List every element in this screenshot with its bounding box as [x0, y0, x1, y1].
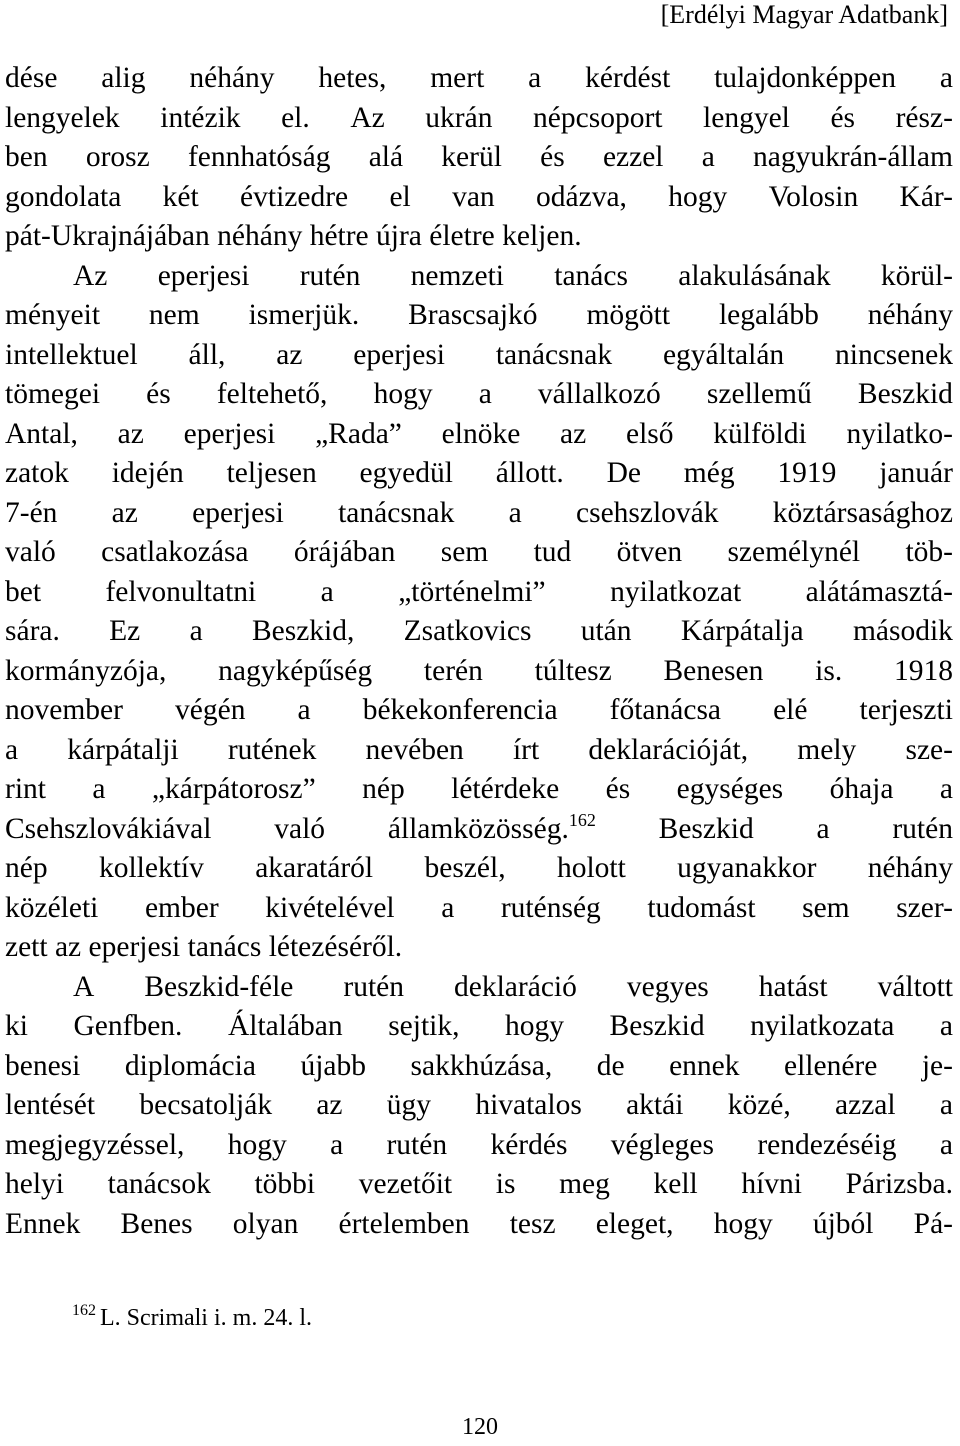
- word: Az: [350, 101, 385, 134]
- word: az: [117, 417, 144, 450]
- word: és: [540, 141, 565, 173]
- word: ben: [5, 141, 48, 173]
- word: alig: [101, 62, 146, 94]
- word: Párizsba.: [845, 1168, 953, 1200]
- word: Beszkid: [658, 812, 754, 845]
- text-line: [5, 652, 953, 692]
- word: ellenére: [784, 1049, 878, 1082]
- line-text: pát-Ukrajnájában néhány hétre újra életre keljen.: [5, 220, 582, 252]
- word: a: [297, 694, 311, 726]
- word: közé,: [727, 1089, 791, 1121]
- word: hívni: [741, 1168, 803, 1200]
- word: Kárpátalja: [680, 615, 804, 647]
- word: is.: [815, 654, 843, 687]
- word: idején: [111, 457, 184, 489]
- word: deklarációját,: [588, 733, 749, 766]
- word: eperjesi: [353, 338, 445, 371]
- word: néhány: [189, 62, 275, 94]
- word: intellektuel: [5, 338, 138, 371]
- word: aktái: [626, 1089, 684, 1121]
- word: nemzeti: [410, 259, 504, 292]
- word: a: [92, 773, 106, 805]
- word: teljesen: [226, 457, 317, 489]
- word: vállalkozó: [537, 378, 661, 410]
- word: kerül: [441, 141, 502, 173]
- word: a: [939, 1010, 953, 1042]
- word: és: [146, 378, 171, 410]
- word: sem: [802, 891, 850, 924]
- word: nagyukrán-állam: [753, 141, 953, 173]
- text-line: [5, 691, 953, 731]
- word: rint: [5, 773, 46, 805]
- text-line: [5, 99, 953, 139]
- word: tud: [533, 536, 572, 568]
- word: ezzel: [602, 141, 664, 173]
- text-line: [5, 1086, 953, 1126]
- text-line: [5, 1047, 953, 1087]
- word: Volosin: [768, 180, 859, 213]
- word: sem: [440, 536, 489, 568]
- text-line: [5, 889, 953, 929]
- word: rutén: [892, 812, 953, 845]
- word: terjeszti: [859, 694, 953, 726]
- word: a: [939, 62, 953, 94]
- footnote-number: 162: [72, 1302, 96, 1319]
- word: államközösség.$^{162}$: [387, 809, 596, 845]
- word: is: [495, 1168, 516, 1200]
- word: helyi: [5, 1168, 64, 1200]
- word: el.: [281, 101, 310, 134]
- word: kérdés: [490, 1128, 568, 1161]
- word: „kárpátorosz”: [151, 773, 316, 805]
- word: elnöke: [441, 417, 521, 450]
- word: olyan: [232, 1207, 299, 1240]
- word: többi: [254, 1168, 316, 1200]
- word: váltott: [877, 970, 953, 1003]
- word: a: [330, 1128, 344, 1161]
- word: a: [5, 733, 19, 766]
- word: tanácsnak: [338, 496, 455, 529]
- word: zatok: [5, 457, 69, 489]
- word: évtizedre: [240, 180, 349, 213]
- word: kell: [653, 1168, 698, 1200]
- word: tanács: [554, 259, 628, 292]
- word: Beszkid: [857, 378, 953, 410]
- word: felvonultatni: [105, 575, 257, 608]
- word: tesz: [509, 1207, 556, 1240]
- word: becsatolják: [139, 1089, 273, 1121]
- word: intézik: [160, 101, 241, 134]
- word: mögött: [586, 299, 671, 331]
- word: hogy: [505, 1010, 565, 1042]
- text-line: [5, 968, 953, 1008]
- word: mert: [430, 62, 485, 94]
- word: köztársasághoz: [772, 496, 953, 529]
- word: a: [441, 891, 455, 924]
- word: eperjesi: [192, 496, 284, 529]
- word: nyilatkozat: [610, 575, 742, 608]
- word: eperjesi: [183, 417, 276, 450]
- word: ruténség: [500, 891, 601, 924]
- word: a: [939, 773, 953, 805]
- text-line: [5, 770, 953, 810]
- word: közéleti: [5, 891, 99, 924]
- text-line: [5, 336, 953, 376]
- word: november: [5, 694, 123, 726]
- word: személynél: [727, 536, 861, 568]
- text-line: [5, 928, 953, 968]
- word: rutén: [386, 1128, 448, 1161]
- word: Ez: [109, 615, 141, 647]
- word: az: [276, 338, 303, 371]
- word: egyedül: [359, 457, 453, 489]
- word: vezetőit: [358, 1168, 453, 1200]
- word: ötven: [616, 536, 683, 568]
- word: tudomást: [647, 891, 756, 924]
- word: az: [111, 496, 138, 529]
- word: akaratáról: [255, 852, 374, 884]
- word: 1919: [777, 457, 837, 489]
- word: békekonferencia: [362, 694, 558, 726]
- body-text: [5, 59, 953, 1244]
- word: áll,: [188, 338, 226, 371]
- word: benesi: [5, 1049, 81, 1082]
- word: fennhatóság: [187, 141, 331, 173]
- word: hogy: [713, 1207, 773, 1240]
- word: el: [389, 180, 411, 213]
- word: ki: [5, 1010, 28, 1042]
- word: nép: [362, 773, 405, 805]
- word: a: [701, 141, 715, 173]
- word: két: [162, 180, 199, 213]
- word: megjegyzéssel,: [5, 1128, 185, 1161]
- word: ményeit: [5, 299, 101, 331]
- word: „történelmi”: [398, 575, 546, 608]
- word: nyilatkozata: [750, 1010, 895, 1042]
- text-line: [5, 217, 953, 257]
- word: a: [478, 378, 492, 410]
- word: azzal: [835, 1089, 896, 1121]
- word: sakkhúzása,: [410, 1049, 553, 1082]
- word: órájában: [293, 536, 396, 568]
- word: Pá-: [913, 1207, 953, 1240]
- word: mely: [797, 733, 857, 766]
- word: feltehető,: [216, 378, 328, 410]
- word: Brascsajkó: [408, 299, 538, 331]
- word: diplomácia: [124, 1049, 256, 1082]
- word: első: [625, 417, 674, 450]
- word: odázva,: [536, 180, 627, 213]
- word: a: [320, 575, 334, 608]
- word: hetes,: [318, 62, 387, 94]
- word: csatlakozása: [101, 536, 249, 568]
- word: végén: [175, 694, 246, 726]
- text-line: [5, 1205, 953, 1245]
- word: újból: [812, 1207, 874, 1240]
- word: néhány: [867, 299, 953, 331]
- text-line: [5, 375, 953, 415]
- text-line: [5, 810, 953, 850]
- word: meg: [559, 1168, 610, 1200]
- word: Általában: [227, 1010, 343, 1042]
- word: lentését: [5, 1089, 96, 1121]
- word: és: [830, 101, 856, 134]
- word: De: [606, 457, 641, 489]
- word: Beszkid: [609, 1010, 705, 1042]
- text-line: [5, 415, 953, 455]
- word: végleges: [610, 1128, 714, 1161]
- word: ismerjük.: [248, 299, 360, 331]
- word: a: [939, 1089, 953, 1121]
- word: nagyképűség: [218, 654, 373, 687]
- word: tanácsnak: [495, 338, 613, 371]
- word: nincsenek: [835, 338, 953, 371]
- word: túltesz: [534, 654, 612, 687]
- word: a: [189, 615, 203, 647]
- word: Csehszlovákiával: [5, 812, 212, 845]
- word: tanácsok: [107, 1168, 211, 1200]
- word: je-: [921, 1049, 953, 1082]
- word: orosz: [85, 141, 150, 173]
- word: szer-: [896, 891, 953, 924]
- word: január: [879, 457, 953, 489]
- word: egységes: [676, 773, 784, 805]
- word: vegyes: [626, 970, 709, 1003]
- word: de: [596, 1049, 625, 1082]
- footnote-reference: 162: [568, 809, 596, 830]
- word: hogy: [668, 180, 728, 213]
- page-number: 120: [462, 1414, 498, 1440]
- word: és: [605, 773, 631, 805]
- word: sára.: [5, 615, 60, 647]
- word: „Rada”: [315, 417, 402, 450]
- word: ukrán: [425, 101, 493, 134]
- word: a: [816, 812, 830, 845]
- word: Ennek: [5, 1207, 81, 1240]
- word: óhaja: [829, 773, 894, 805]
- word: a: [508, 496, 522, 529]
- word: terén: [423, 654, 483, 687]
- word: kérdést: [585, 62, 671, 94]
- word: rész-: [895, 101, 953, 134]
- word: a: [528, 62, 542, 94]
- word: Az: [73, 259, 108, 292]
- word: a: [939, 1128, 953, 1161]
- word: hogy: [227, 1128, 287, 1161]
- text-line: [5, 1126, 953, 1166]
- word: Genfben.: [73, 1010, 183, 1042]
- word: írt: [512, 733, 540, 766]
- word: A: [73, 970, 95, 1003]
- word: dése: [5, 62, 58, 94]
- word: alá: [368, 141, 404, 173]
- word: újabb: [300, 1049, 366, 1082]
- text-line: [5, 573, 953, 613]
- text-line: [5, 731, 953, 771]
- word: lengyelek: [5, 101, 120, 134]
- word: néhány: [867, 852, 953, 884]
- word: Zsatkovics: [403, 615, 532, 647]
- text-line: [5, 257, 953, 297]
- word: kivételével: [265, 891, 395, 924]
- word: legalább: [718, 299, 819, 331]
- word: ugyanakkor: [677, 852, 817, 884]
- word: bet: [5, 575, 42, 608]
- word: rendezéséig: [757, 1128, 897, 1161]
- word: állott.: [495, 457, 564, 489]
- word: főtanácsa: [609, 694, 722, 726]
- text-line: [5, 1007, 953, 1047]
- word: az: [316, 1089, 343, 1121]
- word: szellemű: [706, 378, 812, 410]
- word: alakulásának: [678, 259, 831, 292]
- word: 7-én: [5, 496, 58, 529]
- word: nevében: [365, 733, 464, 766]
- word: rutén: [343, 970, 405, 1003]
- word: Antal,: [5, 417, 78, 450]
- word: kárpátalji: [67, 733, 179, 766]
- word: Beszkid-féle: [144, 970, 294, 1003]
- word: ennek: [669, 1049, 740, 1082]
- word: külföldi: [713, 417, 807, 450]
- word: holott: [556, 852, 626, 884]
- text-line: [5, 494, 953, 534]
- word: 1918: [893, 654, 953, 687]
- word: tulajdonképpen: [714, 62, 896, 94]
- text-line: [5, 454, 953, 494]
- word: hatást: [758, 970, 828, 1003]
- word: van: [452, 180, 495, 213]
- word: értelemben: [338, 1207, 470, 1240]
- word: Beszkid,: [251, 615, 355, 647]
- word: hivatalos: [475, 1089, 582, 1121]
- text-line: [5, 296, 953, 336]
- word: Benesen: [663, 654, 764, 687]
- line-text: zett az eperjesi tanács létezéséről.: [5, 931, 403, 963]
- footnote: [72, 1300, 312, 1336]
- text-line: [5, 1165, 953, 1205]
- text-line: [5, 533, 953, 573]
- word: nyilatko-: [846, 417, 953, 450]
- word: eperjesi: [157, 259, 250, 292]
- word: létérdeke: [451, 773, 560, 805]
- word: való: [5, 536, 56, 568]
- word: való: [274, 812, 326, 845]
- word: tömegei: [5, 378, 101, 410]
- word: körül-: [880, 259, 953, 292]
- word: kollektív: [98, 852, 204, 884]
- word: második: [852, 615, 953, 647]
- word: ember: [144, 891, 219, 924]
- word: az: [560, 417, 587, 450]
- word: rutének: [227, 733, 317, 766]
- word: beszél,: [424, 852, 506, 884]
- word: egyáltalán: [662, 338, 785, 371]
- word: csehszlovák: [576, 496, 719, 529]
- text-line: [5, 849, 953, 889]
- word: után: [580, 615, 632, 647]
- word: népcsoport: [533, 101, 663, 134]
- word: még: [683, 457, 735, 489]
- word: deklaráció: [454, 970, 577, 1003]
- word: ügy: [386, 1089, 432, 1121]
- word: nép: [5, 852, 48, 884]
- word: nem: [148, 299, 200, 331]
- page-header: [0, 0, 960, 36]
- word: hogy: [373, 378, 433, 410]
- word: Kár-: [899, 180, 953, 213]
- word: Benes: [120, 1207, 193, 1240]
- word: lengyel: [703, 101, 790, 134]
- word: sze-: [905, 733, 953, 766]
- text-line: [5, 178, 953, 218]
- word: alátámasztá-: [805, 575, 953, 608]
- word: töb-: [905, 536, 953, 568]
- header-text: [Erdélyi Magyar Adatbank]: [660, 0, 948, 29]
- word: rutén: [299, 259, 361, 292]
- footnote-text: L. Scrimali i. m. 24. l.: [100, 1305, 312, 1331]
- text-line: [5, 59, 953, 99]
- word: kormányzója,: [5, 654, 167, 687]
- word: sejtik,: [388, 1010, 460, 1042]
- word: elé: [773, 694, 808, 726]
- word: eleget,: [595, 1207, 674, 1240]
- text-line: [5, 612, 953, 652]
- text-line: [5, 138, 953, 178]
- word: gondolata: [5, 180, 122, 213]
